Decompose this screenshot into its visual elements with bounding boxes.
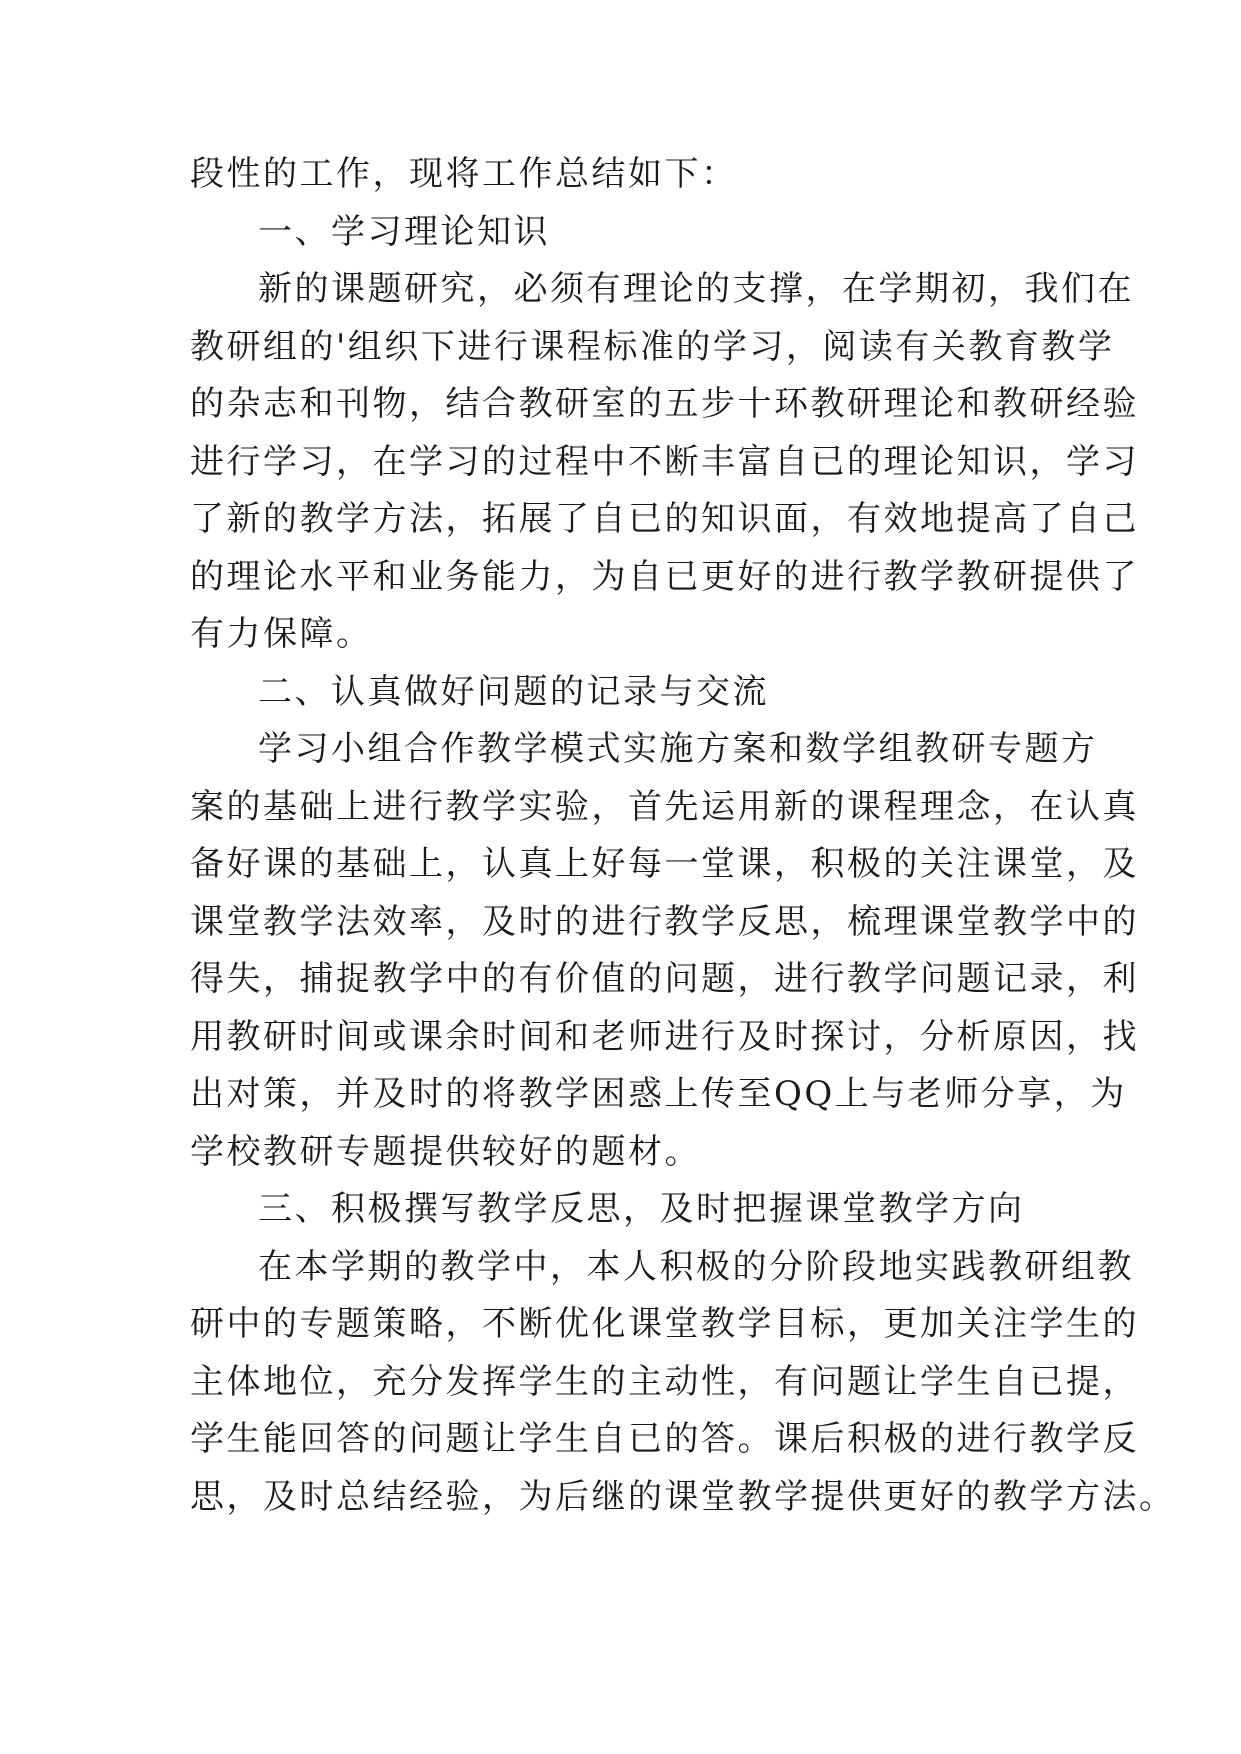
text-line: 学习小组合作教学模式实施方案和数学组教研专题方 (258, 729, 1098, 769)
text-line: 备好课的基础上，认真上好每一堂课，积极的关注课堂，及 (190, 844, 1139, 884)
text-line: 研中的专题策略，不断优化课堂教学目标，更加关注学生的 (190, 1304, 1139, 1344)
text-line: 一、学习理论知识 (258, 212, 550, 252)
text-line: 用教研时间或课余时间和老师进行及时探讨，分析原因，找 (190, 1017, 1139, 1057)
text-line: 的理论水平和业务能力，为自已更好的进行教学教研提供了 (190, 557, 1139, 597)
text-line: 出对策，并及时的将教学困惑上传至QQ上与老师分享，为 (190, 1074, 1127, 1114)
text-line: 教研组的'组织下进行课程标准的学习，阅读有关教育教学 (190, 327, 1115, 367)
text-line: 在本学期的教学中，本人积极的分阶段地实践教研组教 (258, 1247, 1134, 1287)
text-line: 学生能回答的问题让学生自已的答。课后积极的进行教学反 (190, 1419, 1139, 1459)
text-line: 进行学习，在学习的过程中不断丰富自已的理论知识，学习 (190, 442, 1139, 482)
text-line: 得失，捕捉教学中的有价值的问题，进行教学问题记录，利 (190, 959, 1139, 999)
text-line: 课堂教学法效率，及时的进行教学反思，梳理课堂教学中的 (190, 902, 1139, 942)
text-line: 思，及时总结经验，为后继的课堂教学提供更好的教学方法。 (190, 1477, 1176, 1517)
text-line: 三、积极撰写教学反思，及时把握课堂教学方向 (258, 1189, 1025, 1229)
text-line: 案的基础上进行教学实验，首先运用新的课程理念，在认真 (190, 787, 1139, 827)
text-line: 学校教研专题提供较好的题材。 (190, 1132, 701, 1172)
text-line: 新的课题研究，必须有理论的支撑，在学期初，我们在 (258, 269, 1134, 309)
text-line: 主体地位，充分发挥学生的主动性，有问题让学生自已提， (190, 1362, 1139, 1402)
text-line: 的杂志和刊物，结合教研室的五步十环教研理论和教研经验 (190, 384, 1139, 424)
text-line: 段性的工作，现将工作总结如下： (190, 154, 738, 194)
text-line: 二、认真做好问题的记录与交流 (258, 672, 769, 712)
text-line: 有力保障。 (190, 614, 373, 654)
text-line: 了新的教学方法，拓展了自已的知识面，有效地提高了自己 (190, 499, 1139, 539)
